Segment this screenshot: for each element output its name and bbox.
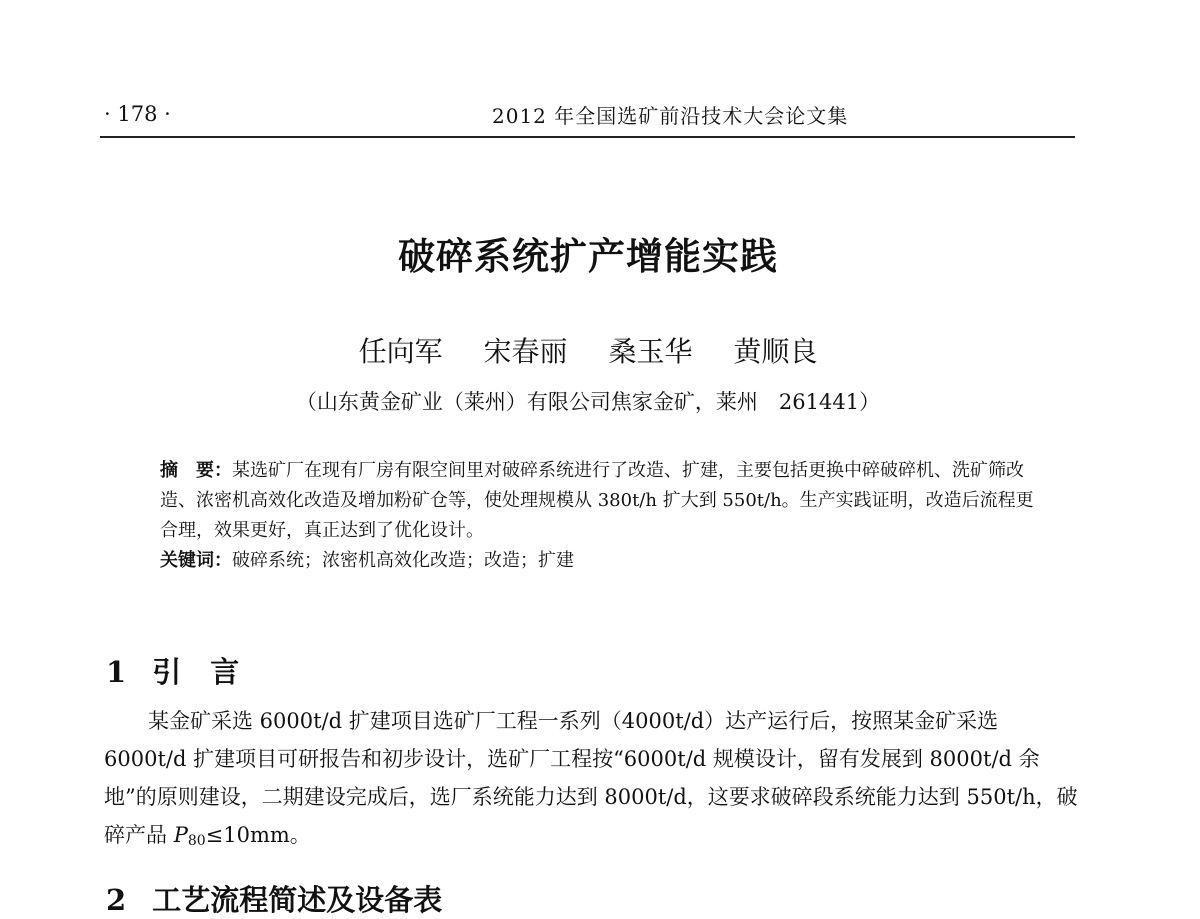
abstract-text: 某选矿厂在现有厂房有限空间里对破碎系统进行了改造、扩建，主要包括更换中碎破碎机、洗矿筛改造、浓密机高效化改造及增加粉矿仓等，使处理规模从 380t/h 扩大到 550t/h。生产实践证明，改造后流程更合理，效果更好，真正达到了优化设计。 bbox=[160, 460, 1034, 541]
p80-subscript: 80 bbox=[187, 833, 206, 849]
paragraph-tail: ≤10mm。 bbox=[205, 823, 311, 847]
abstract-label: 摘 要： bbox=[160, 460, 232, 481]
abstract-block bbox=[160, 456, 1040, 576]
journal-title: 2012 年全国选矿前沿技术大会论文集 bbox=[492, 104, 849, 128]
section-number: 1 bbox=[106, 655, 127, 689]
author-name: 黄顺良 bbox=[733, 335, 818, 368]
section-title-text: 引 言 bbox=[152, 655, 240, 689]
section-heading-introduction bbox=[106, 650, 239, 691]
author-list bbox=[0, 330, 1176, 370]
author-name: 桑玉华 bbox=[608, 335, 693, 368]
paper-title: 破碎系统扩产增能实践 bbox=[398, 234, 778, 278]
p80-symbol: P bbox=[173, 823, 188, 847]
running-header bbox=[100, 96, 1075, 138]
affiliation: （山东黄金矿业（莱州）有限公司焦家金矿，莱州 261441） bbox=[295, 390, 881, 414]
author-name: 任向军 bbox=[358, 335, 443, 368]
author-name: 宋春丽 bbox=[483, 335, 568, 368]
paragraph-text: 某金矿采选 6000t/d 扩建项目选矿厂工程一系列（4000t/d）达产运行后，按照某金矿采选 6000t/d 扩建项目可研报告和初步设计，选矿厂工程按“6000t/d 规模设计，留有发展到 8000t/d 余地”的原则建设，二期建设完成后，选厂系统能力达到 8000t/d，这要求破碎段系统能力达到 550t/h，破碎产品 bbox=[104, 709, 1078, 847]
section-number: 2 bbox=[106, 883, 127, 917]
keywords-text: 破碎系统；浓密机高效化改造；改造；扩建 bbox=[232, 550, 574, 571]
body-paragraph bbox=[104, 702, 1079, 860]
keywords-label: 关键词： bbox=[160, 550, 232, 571]
introduction-body bbox=[104, 702, 1079, 860]
page-number: · 178 · bbox=[104, 102, 171, 126]
keywords-paragraph bbox=[160, 546, 1040, 576]
section-heading-process bbox=[106, 878, 442, 919]
abstract-paragraph bbox=[160, 456, 1040, 546]
section-title-text: 工艺流程简述及设备表 bbox=[152, 883, 443, 917]
